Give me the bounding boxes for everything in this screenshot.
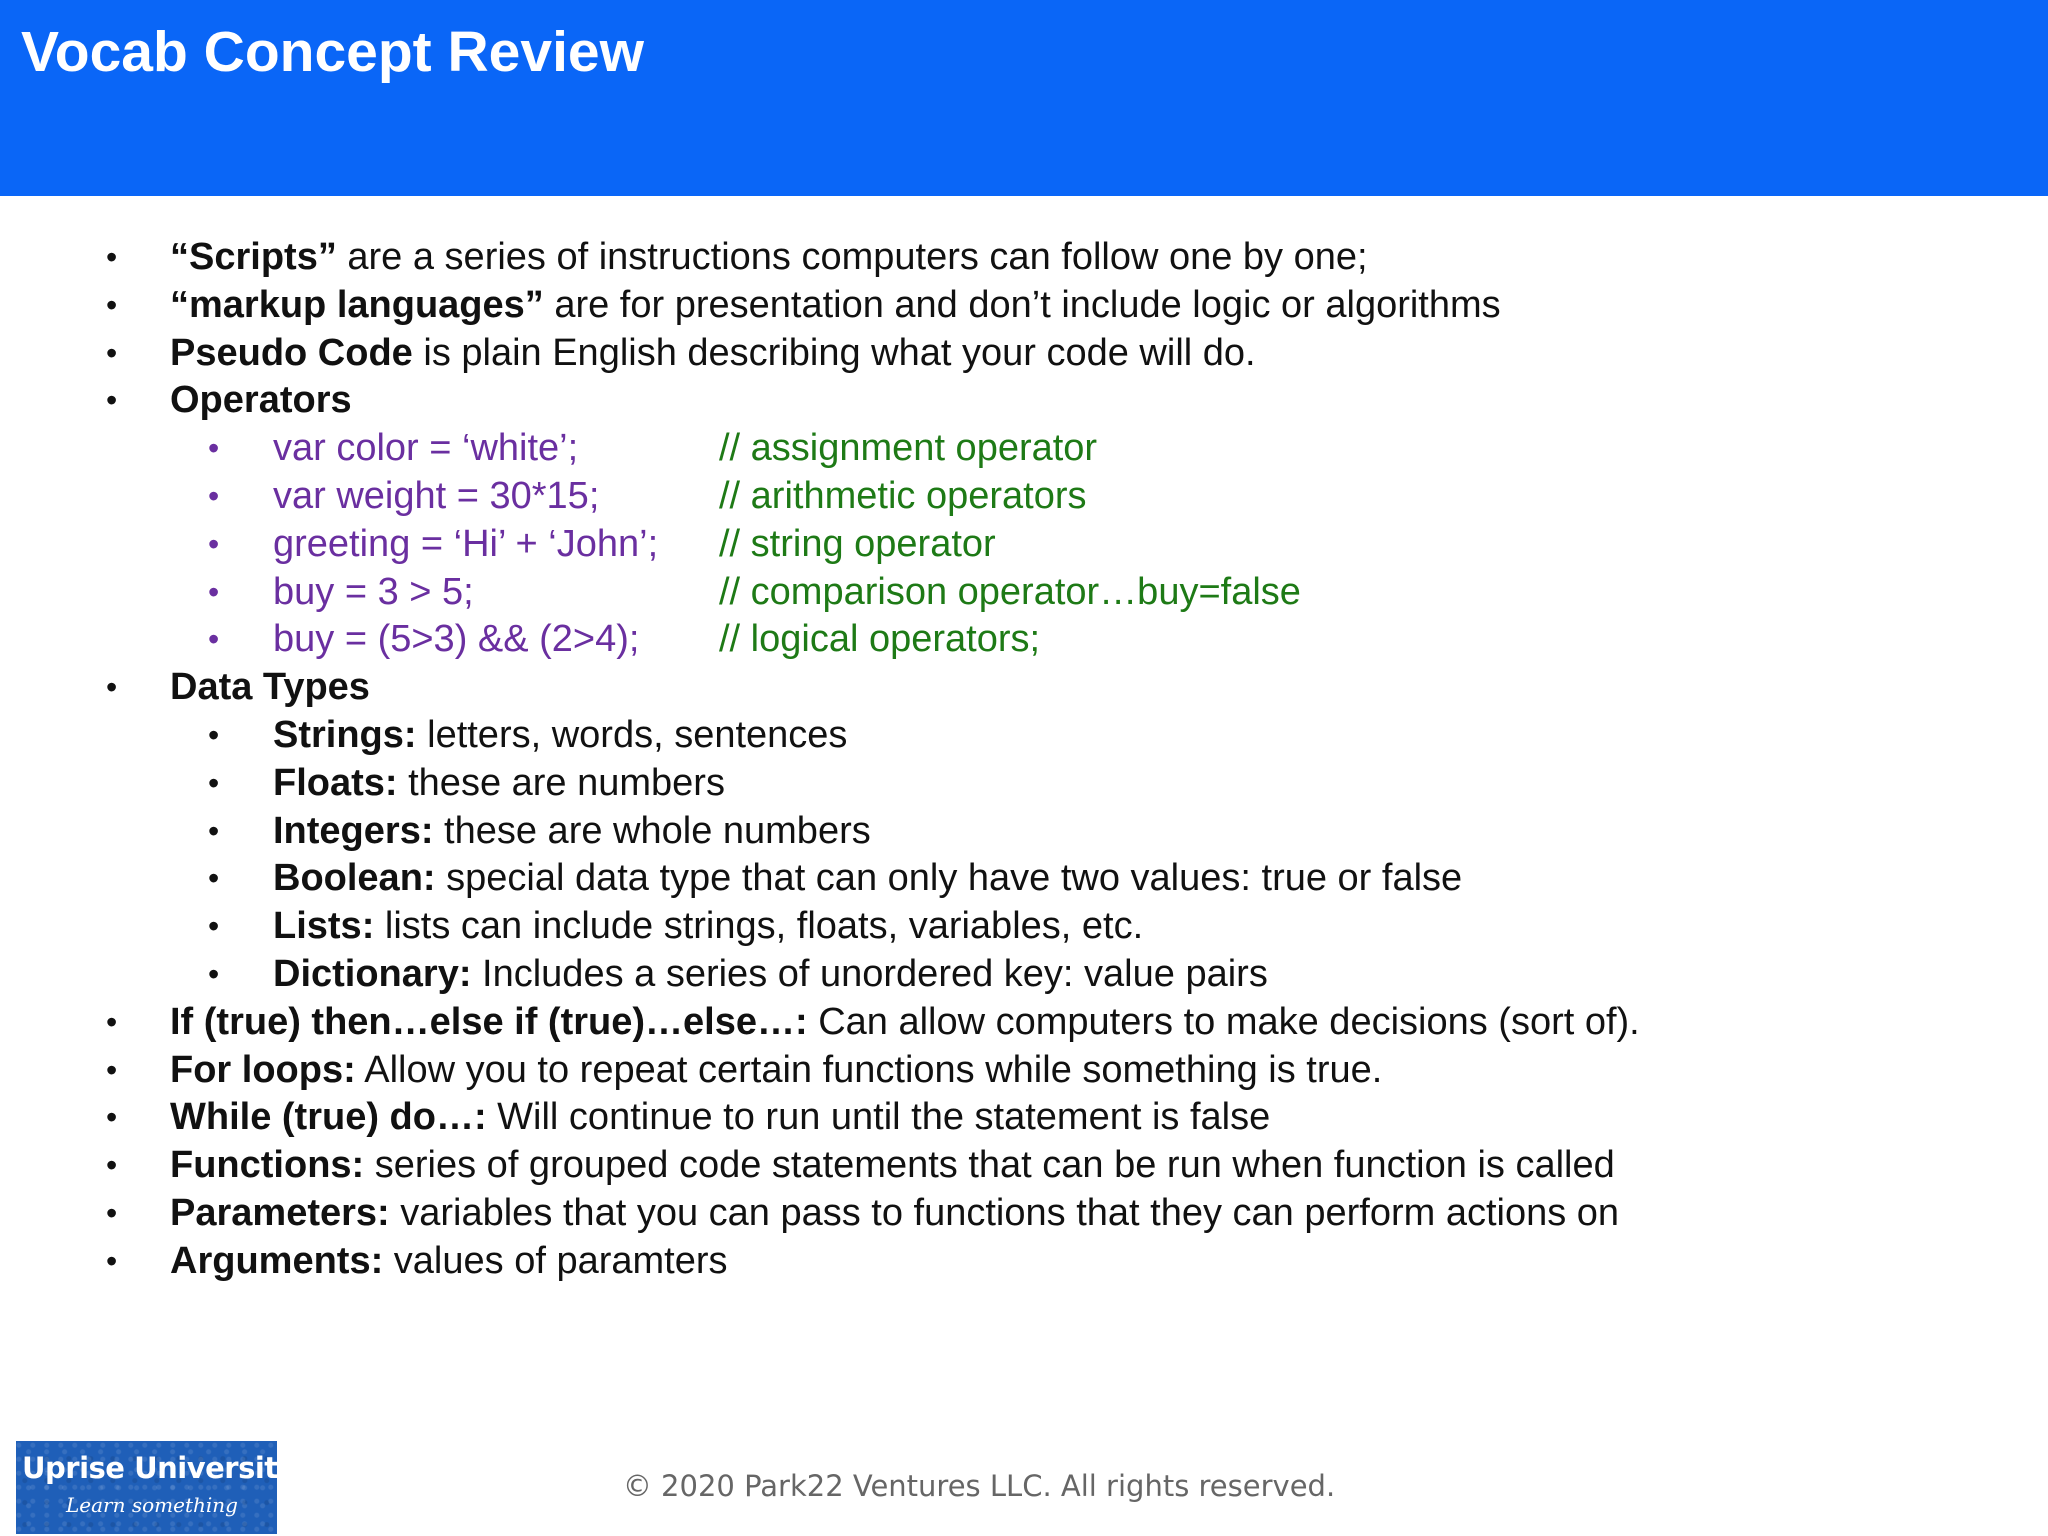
term-description: are a series of instructions computers can follow one by one; <box>336 236 1368 278</box>
bullet-while <box>0 1093 2048 1141</box>
bullet-scripts <box>0 233 2048 281</box>
term-label: Pseudo Code <box>170 331 413 374</box>
term-label: Floats: <box>273 761 398 804</box>
bullet-for-loops <box>0 1046 2048 1094</box>
code-comment: // comparison operator…buy=false <box>719 570 1301 613</box>
bullet-dot: • <box>208 860 220 897</box>
term-label: Integers: <box>273 809 434 852</box>
code-comment: // logical operators; <box>719 618 1041 661</box>
operator-item <box>0 520 2048 568</box>
bullet-dot: • <box>106 1051 118 1088</box>
term-label: “Scripts” <box>170 236 337 278</box>
bullet-dot: • <box>106 1003 118 1040</box>
term-label: Dictionary: <box>273 952 472 995</box>
bullet-dot: • <box>106 1194 118 1231</box>
bullet-dot: • <box>106 1242 118 1279</box>
section-heading: Operators <box>170 379 352 422</box>
slide-header <box>0 0 2048 196</box>
bullet-dot: • <box>208 716 220 753</box>
term-label: Functions: <box>170 1144 365 1187</box>
logo-name: Uprise University <box>22 1451 297 1485</box>
code-comment: // assignment operator <box>719 427 1098 470</box>
operator-item <box>0 424 2048 472</box>
bullet-dot: • <box>106 286 118 323</box>
term-label: If (true) then…else if (true)…else…: <box>170 1000 808 1043</box>
bullet-dot: • <box>208 573 220 610</box>
logo-tagline: Learn something <box>66 1493 238 1517</box>
code-snippet: buy = (5>3) && (2>4); <box>273 618 640 661</box>
bullet-dot: • <box>208 812 220 849</box>
term-label: While (true) do…: <box>170 1096 487 1139</box>
term-description: Will continue to run until the statement is false <box>486 1096 1271 1139</box>
term-description: Can allow computers to make decisions (sort of). <box>807 1000 1640 1043</box>
code-snippet: buy = 3 > 5; <box>273 570 474 613</box>
term-label: Strings: <box>273 713 417 756</box>
term-description: values of paramters <box>383 1239 728 1282</box>
term-description: special data type that can only have two values: true or false <box>435 857 1463 900</box>
operator-item <box>0 568 2048 616</box>
bullet-if-then <box>0 998 2048 1046</box>
bullet-dot: • <box>208 477 220 514</box>
datatype-item <box>0 902 2048 950</box>
bullet-dot: • <box>106 382 118 419</box>
datatype-item <box>0 854 2048 902</box>
bullet-dot: • <box>208 764 220 801</box>
term-description: these are whole numbers <box>433 809 871 852</box>
term-description: Allow you to repeat certain functions while something is true. <box>355 1048 1383 1091</box>
term-description: are for presentation and don’t include logic or algorithms <box>543 283 1501 326</box>
slide-title: Vocab Concept Review <box>21 20 644 84</box>
term-description: series of grouped code statements that can be run when function is called <box>364 1144 1615 1187</box>
bullet-dot: • <box>208 621 220 658</box>
bullet-dot: • <box>106 669 118 706</box>
bullet-dot: • <box>106 1147 118 1184</box>
datatype-item <box>0 711 2048 759</box>
datatype-item <box>0 759 2048 807</box>
term-label: “markup languages” <box>170 283 544 326</box>
code-snippet: greeting = ‘Hi’ + ‘John’; <box>273 522 659 565</box>
bullet-dot: • <box>106 1099 118 1136</box>
bullet-dot: • <box>208 430 220 467</box>
term-description: Includes a series of unordered key: value pairs <box>471 952 1268 995</box>
term-label: Parameters: <box>170 1191 390 1234</box>
section-heading: Data Types <box>170 666 370 709</box>
term-label: Boolean: <box>273 857 436 900</box>
bullet-arguments <box>0 1237 2048 1285</box>
operator-item <box>0 615 2048 663</box>
term-description: variables that you can pass to functions that they can perform actions on <box>389 1191 1620 1234</box>
datatype-item <box>0 807 2048 855</box>
bullet-dot: • <box>208 908 220 945</box>
operator-item <box>0 472 2048 520</box>
term-label: Lists: <box>273 905 375 948</box>
bullet-markup-languages <box>0 281 2048 329</box>
bullet-functions <box>0 1141 2048 1189</box>
bullet-dot: • <box>208 525 220 562</box>
bullet-dot: • <box>208 955 220 992</box>
code-snippet: var color = ‘white’; <box>273 427 579 470</box>
term-description: letters, words, sentences <box>416 713 848 756</box>
term-description: these are numbers <box>397 761 725 804</box>
slide-body <box>0 233 2048 1285</box>
bullet-data-types-heading <box>0 663 2048 711</box>
code-comment: // arithmetic operators <box>719 474 1087 517</box>
bullet-pseudo-code <box>0 329 2048 377</box>
term-description: lists can include strings, floats, variables, etc. <box>374 905 1144 948</box>
code-comment: // string operator <box>719 522 996 565</box>
term-label: For loops: <box>170 1048 356 1091</box>
datatype-item <box>0 950 2048 998</box>
term-label: Arguments: <box>170 1239 384 1282</box>
bullet-parameters <box>0 1189 2048 1237</box>
bullet-dot: • <box>106 239 118 275</box>
bullet-dot: • <box>106 334 118 371</box>
code-snippet: var weight = 30*15; <box>273 474 600 517</box>
copyright-notice: © 2020 Park22 Ventures LLC. All rights reserved. <box>622 1469 1336 1503</box>
term-description: is plain English describing what your code will do. <box>412 331 1256 374</box>
bullet-operators-heading <box>0 376 2048 424</box>
